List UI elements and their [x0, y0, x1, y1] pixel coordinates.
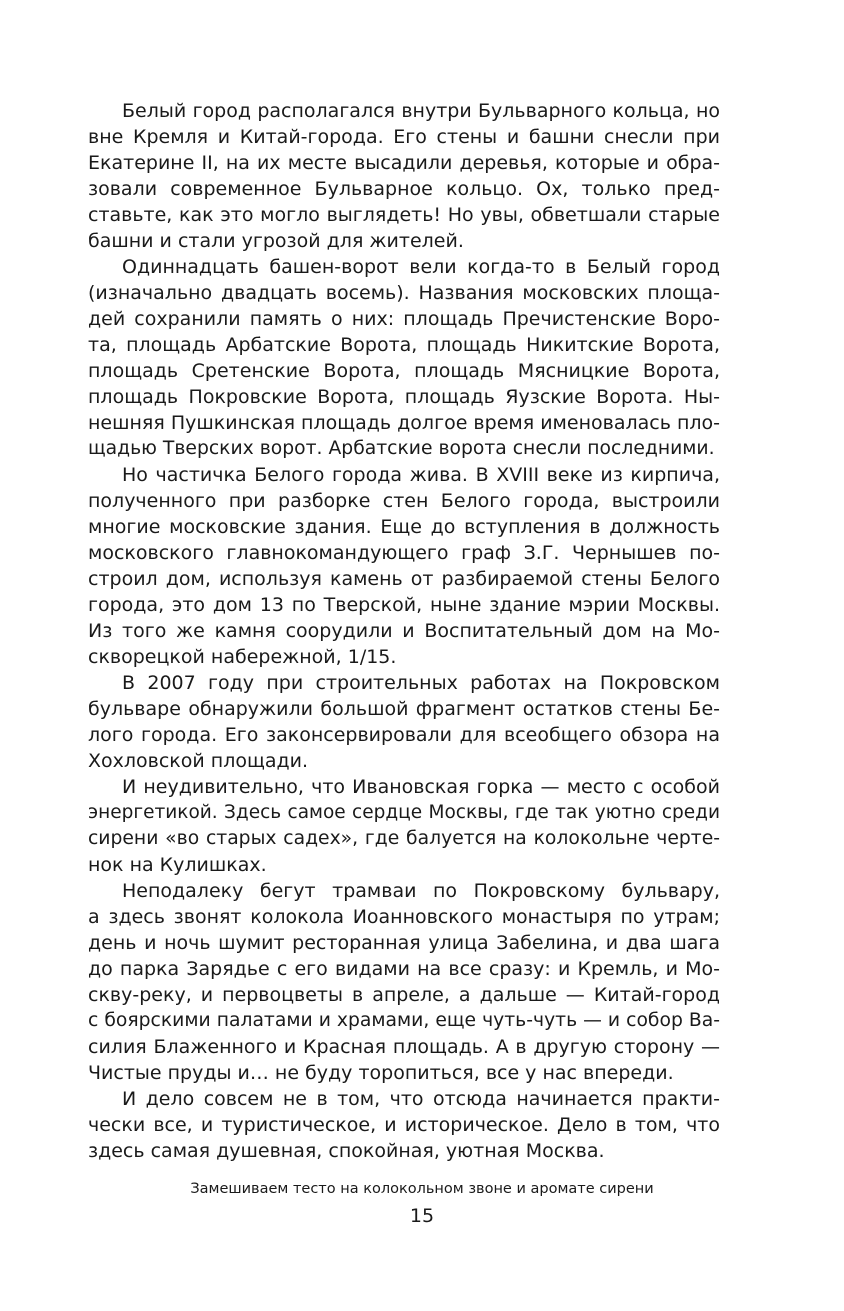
text-line: бульваре обнаружили большой фрагмент остатков стены Бе- [88, 698, 720, 720]
text-line: Одиннадцать башен-ворот вели когда-то в Белый город [122, 256, 720, 278]
text-line: вне Кремля и Китай-города. Его стены и башни снесли при [88, 126, 720, 148]
text-line: площадь Сретенские Ворота, площадь Мясницкие Ворота, [88, 360, 720, 382]
paragraph [88, 670, 720, 774]
paragraph [88, 1086, 720, 1164]
page-number: 15 [409, 1205, 435, 1227]
text-line: скворецкой набережной, 1/15. [88, 646, 397, 668]
text-line: силия Блаженного и Красная площадь. А в другую сторону — [88, 1036, 720, 1058]
text-line: а здесь звонят колокола Иоанновского монастыря по утрам; [88, 906, 720, 928]
text-line: строил дом, используя камень от разбираемой стены Белого [88, 568, 720, 590]
text-line: день и ночь шумит ресторанная улица Забелина, и два шага [88, 932, 720, 954]
paragraph [88, 878, 720, 1086]
text-line: Хохловской площади. [88, 750, 309, 772]
text-line: башни и стали угрозой для жителей. [88, 230, 464, 252]
text-line: зовали современное Бульварное кольцо. Ох, только пред- [88, 178, 720, 200]
text-line: многие московские здания. Еще до вступления в должность [88, 516, 720, 538]
text-line: Из того же камня соорудили и Воспитательный дом на Мо- [88, 620, 720, 642]
text-line: с боярскими палатами и храмами, еще чуть-чуть — и собор Ва- [88, 1010, 720, 1031]
running-footer: Замешиваем тесто на колокольном звоне и аромате сирени [190, 1181, 654, 1197]
text-line: энергетикой. Здесь самое сердце Москвы, где так уютно среди [88, 802, 720, 823]
text-line: здесь самая душевная, спокойная, уютная Москва. [88, 1140, 605, 1162]
text-line: лого города. Его законсервировали для всеобщего обзора на [88, 724, 720, 746]
text-line: дей сохранили память о них: площадь Пречистенские Воро- [88, 308, 720, 330]
text-line: Екатерине II, на их месте высадили деревья, которые и обра- [88, 152, 720, 174]
paragraph [88, 98, 720, 254]
paragraph [88, 462, 720, 670]
text-line: та, площадь Арбатские Ворота, площадь Никитские Ворота, [88, 334, 720, 356]
text-line: В 2007 году при строительных работах на Покровском [122, 672, 720, 694]
text-line: нешняя Пушкинская площадь долгое время именовалась пло- [88, 412, 720, 434]
text-line: чески все, и туристическое, и историческое. Дело в том, что [88, 1114, 720, 1136]
paragraph [88, 254, 720, 462]
text-line: Белый город располагался внутри Бульварного кольца, но [122, 100, 720, 122]
text-line: щадью Тверских ворот. Арбатские ворота снесли последними. [88, 438, 715, 459]
text-line: площадь Покровские Ворота, площадь Яузские Ворота. Ны- [88, 386, 720, 408]
text-line: Но частичка Белого города жива. В XVIII веке из кирпича, [122, 464, 720, 486]
text-line: нок на Кулишках. [88, 854, 267, 876]
paragraph [88, 774, 720, 878]
text-line: сирени «во старых садех», где балуется на колокольне черте- [88, 828, 720, 849]
text-line: И неудивительно, что Ивановская горка — место с особой [122, 776, 720, 798]
text-line: до парка Зарядье с его видами на все сразу: и Кремль, и Мо- [88, 958, 720, 980]
text-line: Чистые пруды и… не буду торопиться, все у нас впереди. [88, 1062, 674, 1084]
text-line: Неподалеку бегут трамваи по Покровскому бульвару, [122, 880, 720, 902]
text-line: московского главнокомандующего граф З.Г. Чернышев по- [88, 542, 720, 564]
body-text [88, 98, 720, 1164]
text-line: (изначально двадцать восемь). Названия московских площа- [88, 282, 720, 304]
text-line: города, это дом 13 по Тверской, ныне здание мэрии Москвы. [88, 594, 720, 616]
text-line: ставьте, как это могло выглядеть! Но увы, обветшали старые [88, 204, 720, 226]
text-line: полученного при разборке стен Белого города, выстроили [88, 490, 720, 512]
text-line: И дело совсем не в том, что отсюда начинается практи- [122, 1088, 720, 1110]
text-line: скву-реку, и первоцветы в апреле, а дальше — Китай-город [88, 984, 720, 1006]
